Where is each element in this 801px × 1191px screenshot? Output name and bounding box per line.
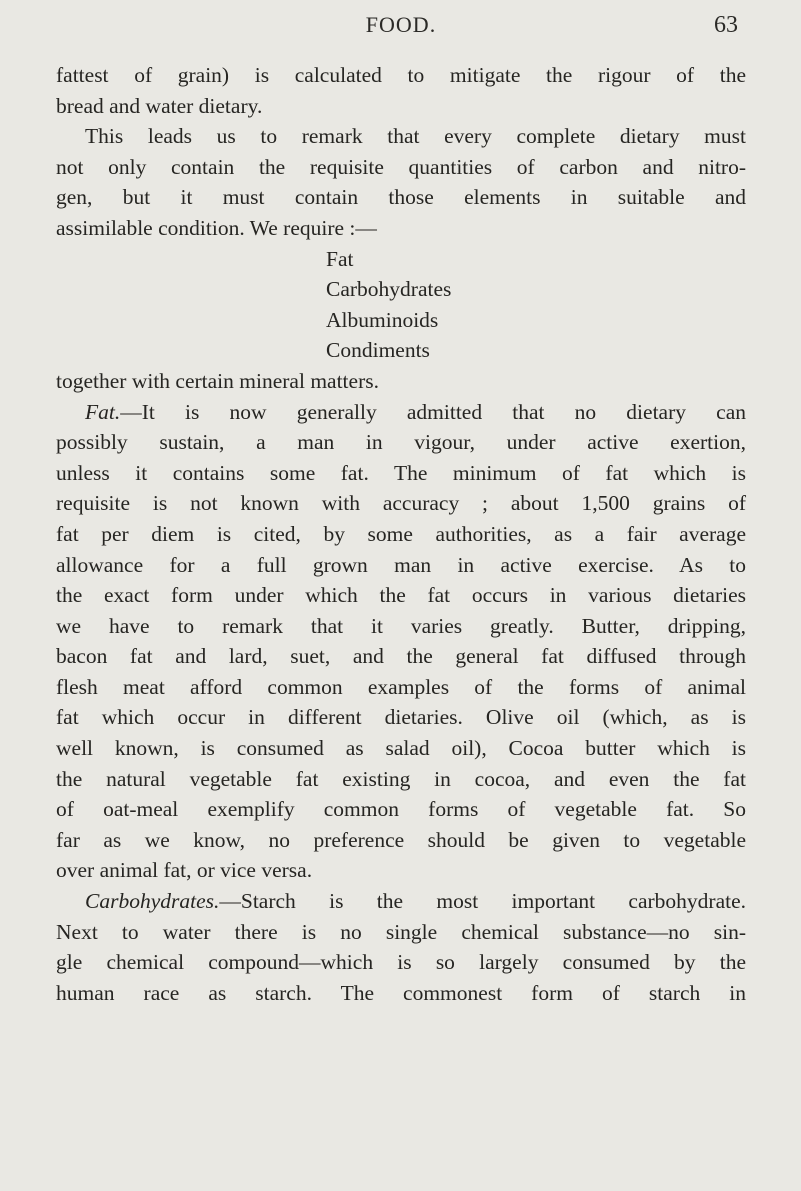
running-title: FOOD. [365, 12, 437, 37]
text-line: we have to remark that it varies greatly. Butter, dripping, [56, 613, 746, 638]
list-item: Condiments [326, 338, 430, 363]
text-line [56, 397, 746, 428]
text-line: fat which occur in different dietaries. Olive oil (which, as is [56, 705, 746, 730]
text-line: together with certain mineral matters. [56, 368, 379, 393]
text-line: the exact form under which the fat occurs in various dietaries [56, 583, 746, 608]
list-item: Fat [326, 246, 354, 271]
text-line: far as we know, no preference should be given to vegetable [56, 827, 746, 852]
text-line: requisite is not known with accuracy ; about 1,500 grains of [56, 491, 746, 516]
text-line: of oat-meal exemplify common forms of vegetable fat. So [56, 797, 746, 822]
text-fragment: —It is now generally admitted that no dietary can [120, 399, 746, 424]
text-line: well known, is consumed as salad oil), Cocoa butter which is [56, 736, 746, 761]
text-line: fattest of grain) is calculated to mitigate the rigour of the [56, 63, 746, 87]
text-line [56, 886, 746, 917]
list-item: Albuminoids [326, 307, 439, 332]
text-line: fat per diem is cited, by some authorities, as a fair average [56, 521, 746, 546]
text-line: over animal fat, or vice versa. [56, 858, 313, 883]
text-line: unless it contains some fat. The minimum of fat which is [56, 460, 746, 485]
body-text [56, 60, 746, 1008]
text-line: gen, but it must contain those elements in suitable and [56, 185, 746, 210]
text-line: assimilable condition. We require :— [56, 215, 377, 240]
text-line: bacon fat and lard, suet, and the general fat diffused through [56, 644, 746, 669]
text-line: possibly sustain, a man in vigour, under active exertion, [56, 430, 746, 455]
text-line: human race as starch. The commonest form of starch in [56, 980, 746, 1005]
text-line: Next to water there is no single chemical substance—no sin- [56, 919, 746, 944]
text-line: gle chemical compound—which is so largely consumed by the [56, 950, 746, 975]
text-line: This leads us to remark that every complete dietary must [85, 124, 746, 149]
text-line: the natural vegetable fat existing in cocoa, and even the fat [56, 766, 746, 791]
section-heading-fat: Fat. [85, 399, 121, 424]
text-fragment: —Starch is the most important carbohydrate. [219, 889, 746, 914]
section-heading-carbohydrates: Carbohydrates. [85, 889, 220, 914]
running-head [56, 12, 746, 42]
text-line: flesh meat afford common examples of the forms of animal [56, 674, 746, 699]
text-line: not only contain the requisite quantities of carbon and nitro- [56, 154, 746, 179]
text-line: allowance for a full grown man in active exercise. As to [56, 552, 746, 577]
list-item: Carbohydrates [326, 277, 452, 302]
text-line: bread and water dietary. [56, 93, 263, 118]
page-number: 63 [714, 12, 738, 38]
